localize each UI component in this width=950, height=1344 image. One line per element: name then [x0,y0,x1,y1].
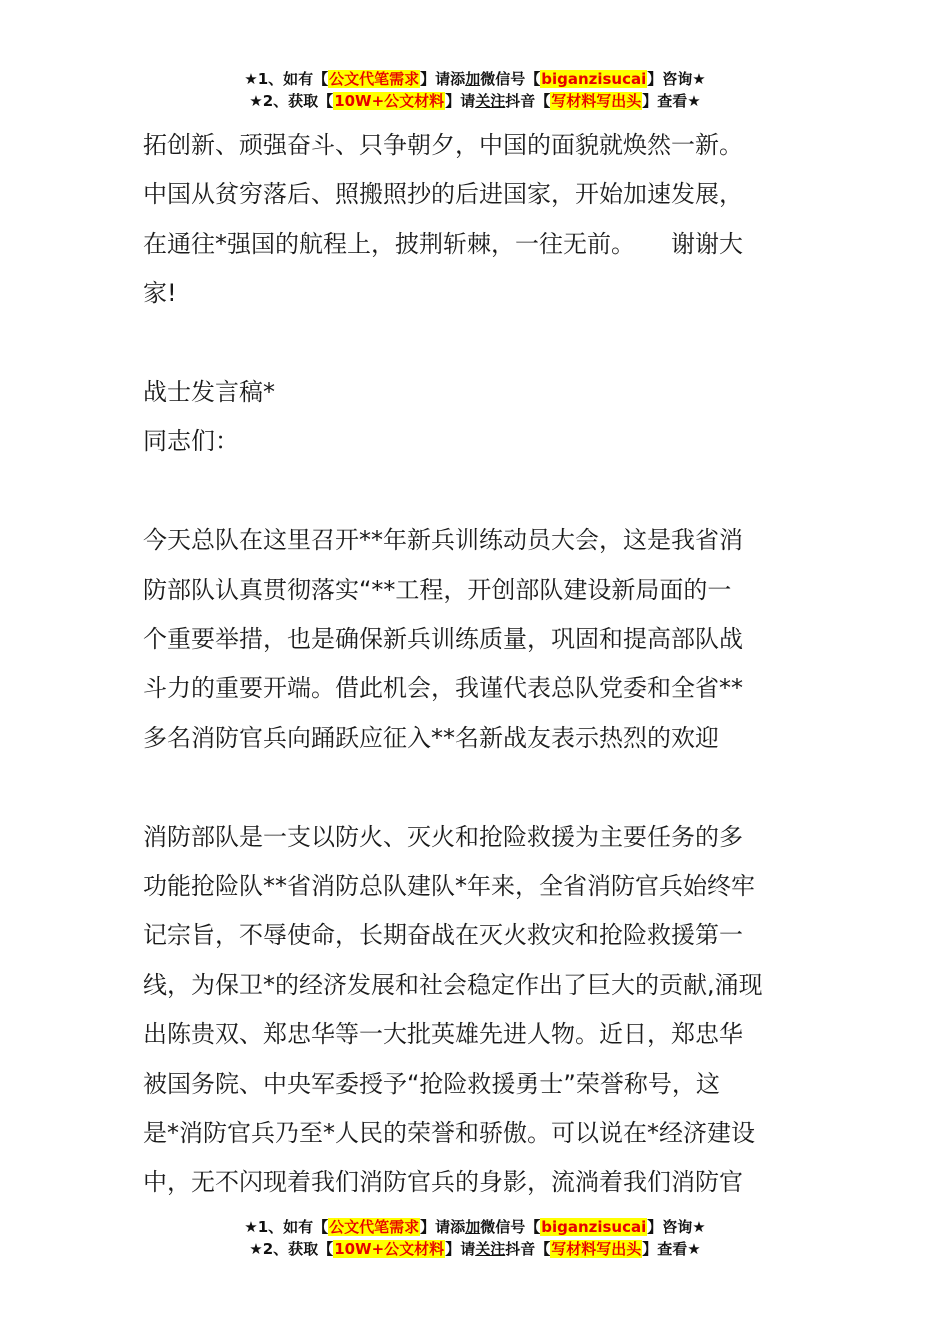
body-line: 消防部队是一支以防火、灭火和抢险救援为主要任务的多 [143,822,743,851]
body-line: 线，为保卫*的经济发展和社会稳定作出了巨大的贡献,涌现 [143,970,763,999]
highlight-service: 公文代笔需求 [329,70,420,88]
highlight-wechat-id: biganzisucai [541,1218,647,1236]
body-line: 中，无不闪现着我们消防官兵的身影，流淌着我们消防官 [143,1168,743,1197]
body-line: 多名消防官兵向踊跃应征入**名新战友表示热烈的欢迎 [143,723,719,752]
body-line: 功能抢险队**省消防总队建队*年来，全省消防官兵始终牢 [143,872,755,901]
highlight-douyin: 写材料写出头 [551,1240,642,1258]
body-line: 斗力的重要开端。借此机会，我谨代表总队党委和全省** [143,674,743,703]
highlight-service: 公文代笔需求 [329,1218,420,1236]
body-line: 今天总队在这里召开**年新兵训练动员大会，这是我省消 [143,526,743,555]
body-line: 记宗旨，不辱使命，长期奋战在灭火救灾和抢险救援第一 [143,921,743,950]
salutation: 同志们： [143,427,239,456]
banner-line-1: ★1、如有【公文代笔需求】请添加微信号【biganzisucai】咨询★ [244,70,706,88]
body-line: 个重要举措，也是确保新兵训练质量，巩固和提高部队战 [143,625,743,654]
header-banner [0,68,950,112]
body-line: 被国务院、中央军委授予“抢险救援勇士”荣誉称号，这 [143,1069,720,1098]
body-line: 防部队认真贯彻落实“**工程，开创部队建设新局面的一 [143,575,732,604]
body-line: 是*消防官兵乃至*人民的荣誉和骄傲。可以说在*经济建设 [143,1119,755,1148]
banner-line-2: ★2、获取【10W+公文材料】请关注抖音【写材料写出头】查看★ [249,1240,701,1258]
highlight-materials: 10W+公文材料 [334,92,445,110]
footer-banner [0,1216,950,1260]
highlight-douyin: 写材料写出头 [551,92,642,110]
body-line: 拓创新、顽强奋斗、只争朝夕，中国的面貌就焕然一新。 [143,131,743,159]
body-line: 家! [143,279,177,308]
highlight-wechat-id: biganzisucai [541,70,647,88]
document-body [143,121,808,1208]
banner-line-2: ★2、获取【10W+公文材料】请关注抖音【写材料写出头】查看★ [249,92,701,110]
body-line: 在通往*强国的航程上，披荆斩棘，一往无前。 谢谢大 [143,229,743,258]
section-title: 战士发言稿* [143,378,275,407]
highlight-materials: 10W+公文材料 [334,1240,445,1258]
body-line: 中国从贫穷落后、照搬照抄的后进国家，开始加速发展， [143,180,743,209]
body-line: 出陈贵双、郑忠华等一大批英雄先进人物。近日，郑忠华 [143,1020,743,1049]
banner-line-1: ★1、如有【公文代笔需求】请添加微信号【biganzisucai】咨询★ [244,1218,706,1236]
